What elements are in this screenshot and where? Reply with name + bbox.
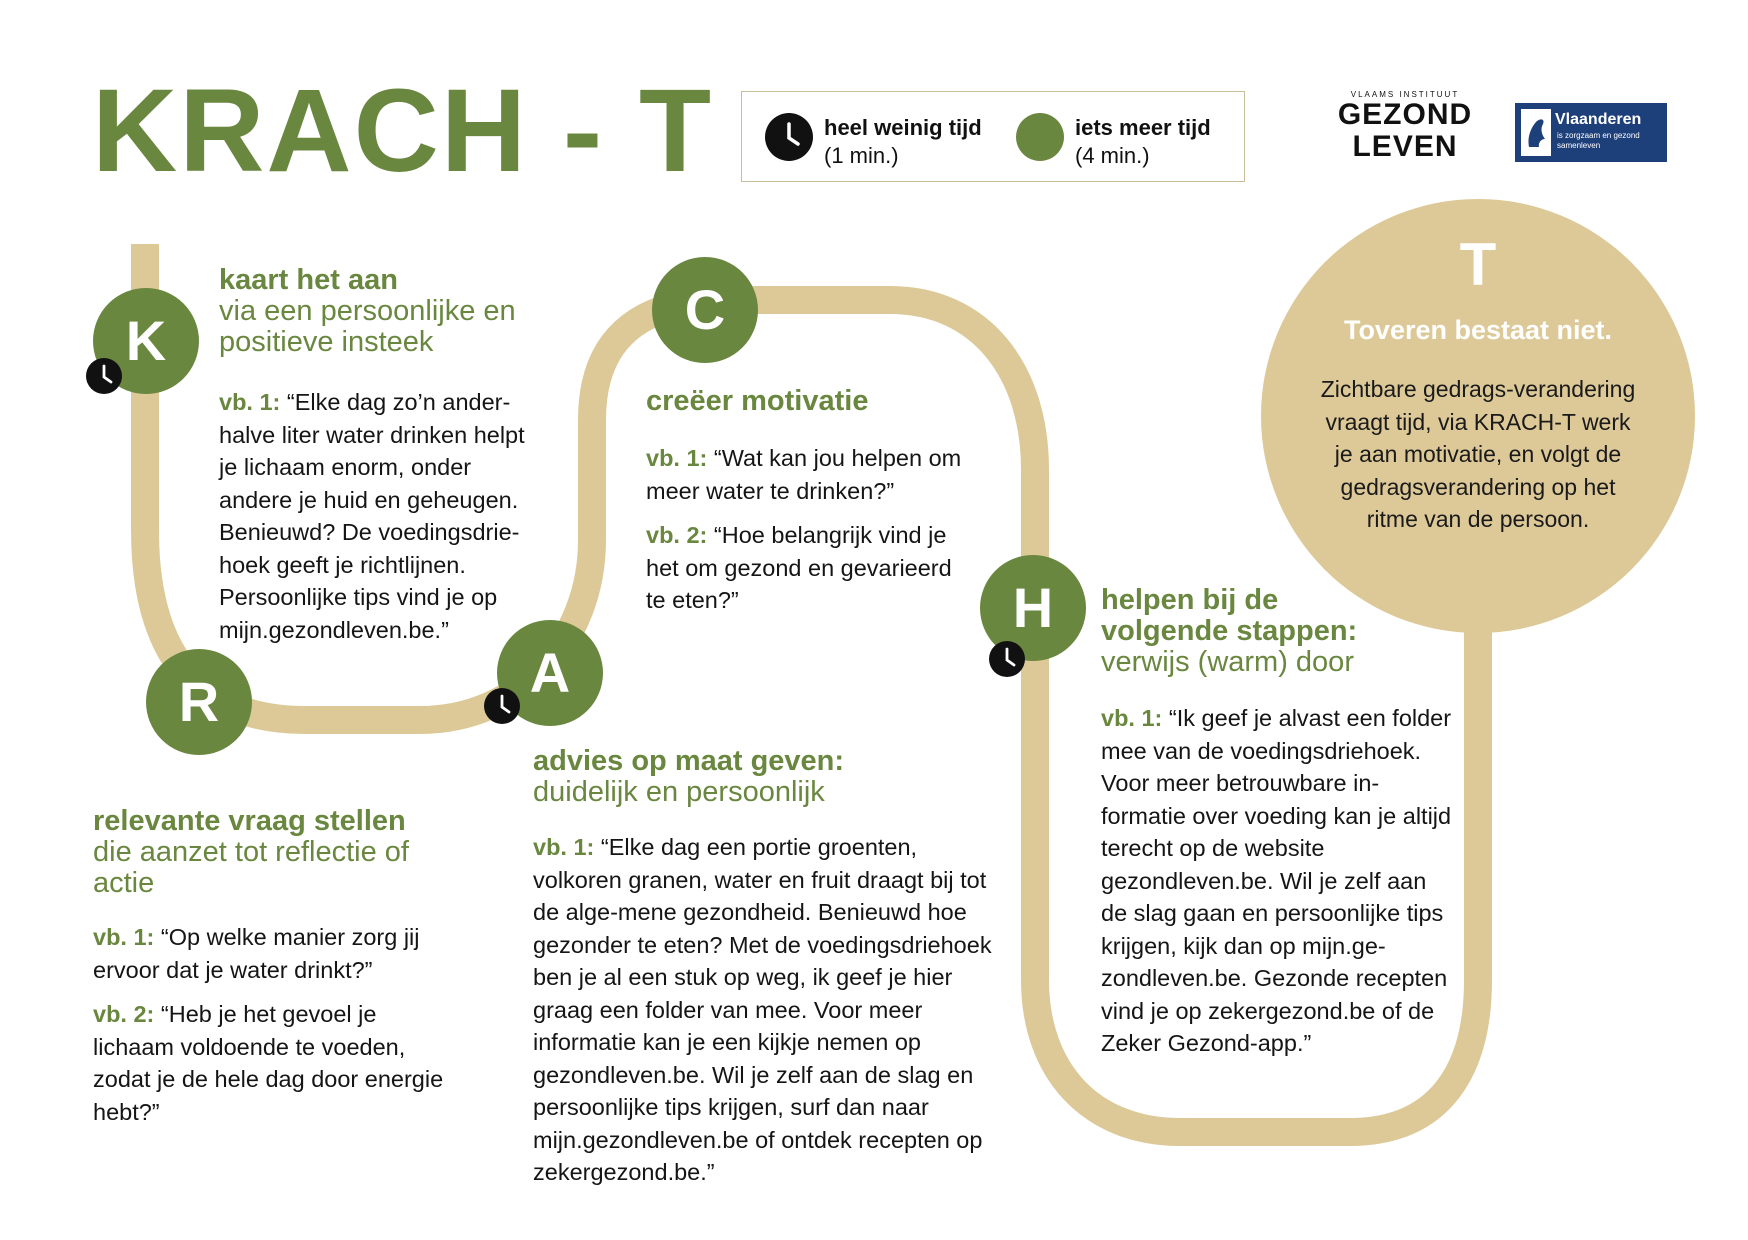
step-c-ex2-label: vb. 2: [646, 522, 708, 548]
step-a-ex1-label: vb. 1: [533, 834, 595, 860]
step-r-node: R [146, 649, 252, 755]
step-c-ex2-text: “Hoe belangrijk vind je het om gezond en gevarieerd te eten?” [646, 522, 952, 613]
step-r-ex1-label: vb. 1: [93, 924, 155, 950]
step-h-node: H [980, 555, 1086, 661]
logo-gezond-text: GEZOND [1337, 98, 1473, 131]
short-time-clock-icon [765, 113, 813, 161]
logo-leven-text: LEVEN [1352, 130, 1458, 163]
long-time-duration: (4 min.) [1075, 143, 1150, 168]
vlaanderen-title: Vlaanderen [1555, 111, 1642, 128]
step-k-clock-icon [86, 358, 122, 394]
step-c-ex1-label: vb. 1: [646, 445, 708, 471]
step-k-example [219, 386, 539, 658]
step-k-title: kaart het aan [219, 264, 398, 296]
step-r-ex2-text: “Heb je het gevoel je lichaam voldoende te voeden, zodat je de hele dag door energie hebt?” [93, 1001, 444, 1125]
step-r-ex2-label: vb. 2: [93, 1001, 155, 1027]
short-time-title: heel weinig tijd [824, 115, 982, 140]
step-k-ex1-text: “Elke dag zo’n ander-halve liter water drinken helpt je lichaam enorm, onder andere je huid en geheugen. Benieuwd? De voedingsdrie-hoek geeft je richtlijnen. Persoonlijke tips vind je op mijn.gezondleven.be.” [219, 389, 525, 643]
lion-icon [1521, 109, 1551, 156]
long-time-title: iets meer tijd [1075, 115, 1211, 140]
step-h-subtitle: verwijs (warm) door [1101, 646, 1354, 678]
long-time-dot-icon [1016, 113, 1064, 161]
step-r-examples [93, 921, 463, 1140]
step-t-circle [1261, 199, 1695, 633]
step-a-clock-icon [484, 688, 520, 724]
step-t-letter: T [1459, 231, 1497, 298]
step-a-example [533, 831, 1003, 1201]
step-a-title: advies op maat geven: [533, 745, 845, 777]
step-k-ex1-label: vb. 1: [219, 389, 281, 415]
long-time-label [1075, 114, 1211, 170]
page-title: KRACH - T [92, 65, 714, 197]
step-c-examples [646, 442, 976, 629]
step-a-subtitle: duidelijk en persoonlijk [533, 776, 825, 808]
step-a-ex1-text: “Elke dag een portie groenten, volkoren granen, water en fruit draagt bij tot de alge-mene gezondheid. Benieuwd hoe gezonder te eten? Met de voedingsdriehoek ben je al een stuk op weg, ik geef je hier graag een folder van mee. Voor meer informatie kan je een kijkje nemen op gezondleven.be. Wil je zelf aan de slag en persoonlijke tips krijgen, surf dan naar mijn.gezondleven.be of ontdek recepten op zekergezond.be.” [533, 834, 992, 1185]
step-r-subtitle: die aanzet tot reflectie of actie [93, 836, 409, 899]
logo-institute-text: VLAAMS INSTITUUT [1350, 90, 1460, 99]
step-t-text: Zichtbare gedrags-verandering vraagt tijd, via KRACH-T werk je aan motivatie, en volgt de gedragsverandering op het ritme van de persoon. [1320, 376, 1636, 532]
short-time-duration: (1 min.) [824, 143, 899, 168]
step-r-ex1-text: “Op welke manier zorg jij ervoor dat je water drinkt?” [93, 924, 420, 983]
step-k-node: K [93, 288, 199, 394]
short-time-label [824, 114, 982, 170]
step-k-heading [219, 265, 539, 358]
step-c-ex1-text: “Wat kan jou helpen om meer water te drinken?” [646, 445, 962, 504]
time-legend [741, 91, 1245, 182]
step-a-node: A [497, 620, 603, 726]
step-h-title-line2: volgende stappen: [1101, 615, 1358, 647]
step-t-subtitle: Toveren bestaat niet. [1343, 315, 1613, 345]
step-h-example [1101, 702, 1456, 1072]
step-r-heading [93, 806, 453, 899]
step-h-ex1-text: “Ik geef je alvast een folder mee van de voedingsdriehoek. Voor meer betrouwbare in-formatie over voeding kan je altijd terecht op de website gezondleven.be. Wil je zelf aan de slag gaan en persoonlijke tips krijgen, kijk dan op mijn.ge-zondleven.be. Gezonde recepten vind je op zekergezond.be of de Zeker Gezond-app.” [1101, 705, 1452, 1056]
step-h-clock-icon [989, 641, 1025, 677]
step-h-title-line1: helpen bij de [1101, 584, 1279, 616]
vlaanderen-logo [1515, 103, 1667, 162]
step-h-ex1-label: vb. 1: [1101, 705, 1163, 731]
step-c-heading [646, 386, 1006, 417]
step-a-heading [533, 746, 953, 808]
step-r-title: relevante vraag stellen [93, 805, 406, 837]
vlaanderen-tagline: is zorgzaam en gezond samenleven [1557, 131, 1640, 150]
step-c-node: C [652, 257, 758, 363]
step-k-subtitle: via een persoonlijke en positieve insteek [219, 295, 516, 358]
gezond-leven-logo [1330, 90, 1480, 163]
step-c-title: creëer motivatie [646, 385, 869, 417]
